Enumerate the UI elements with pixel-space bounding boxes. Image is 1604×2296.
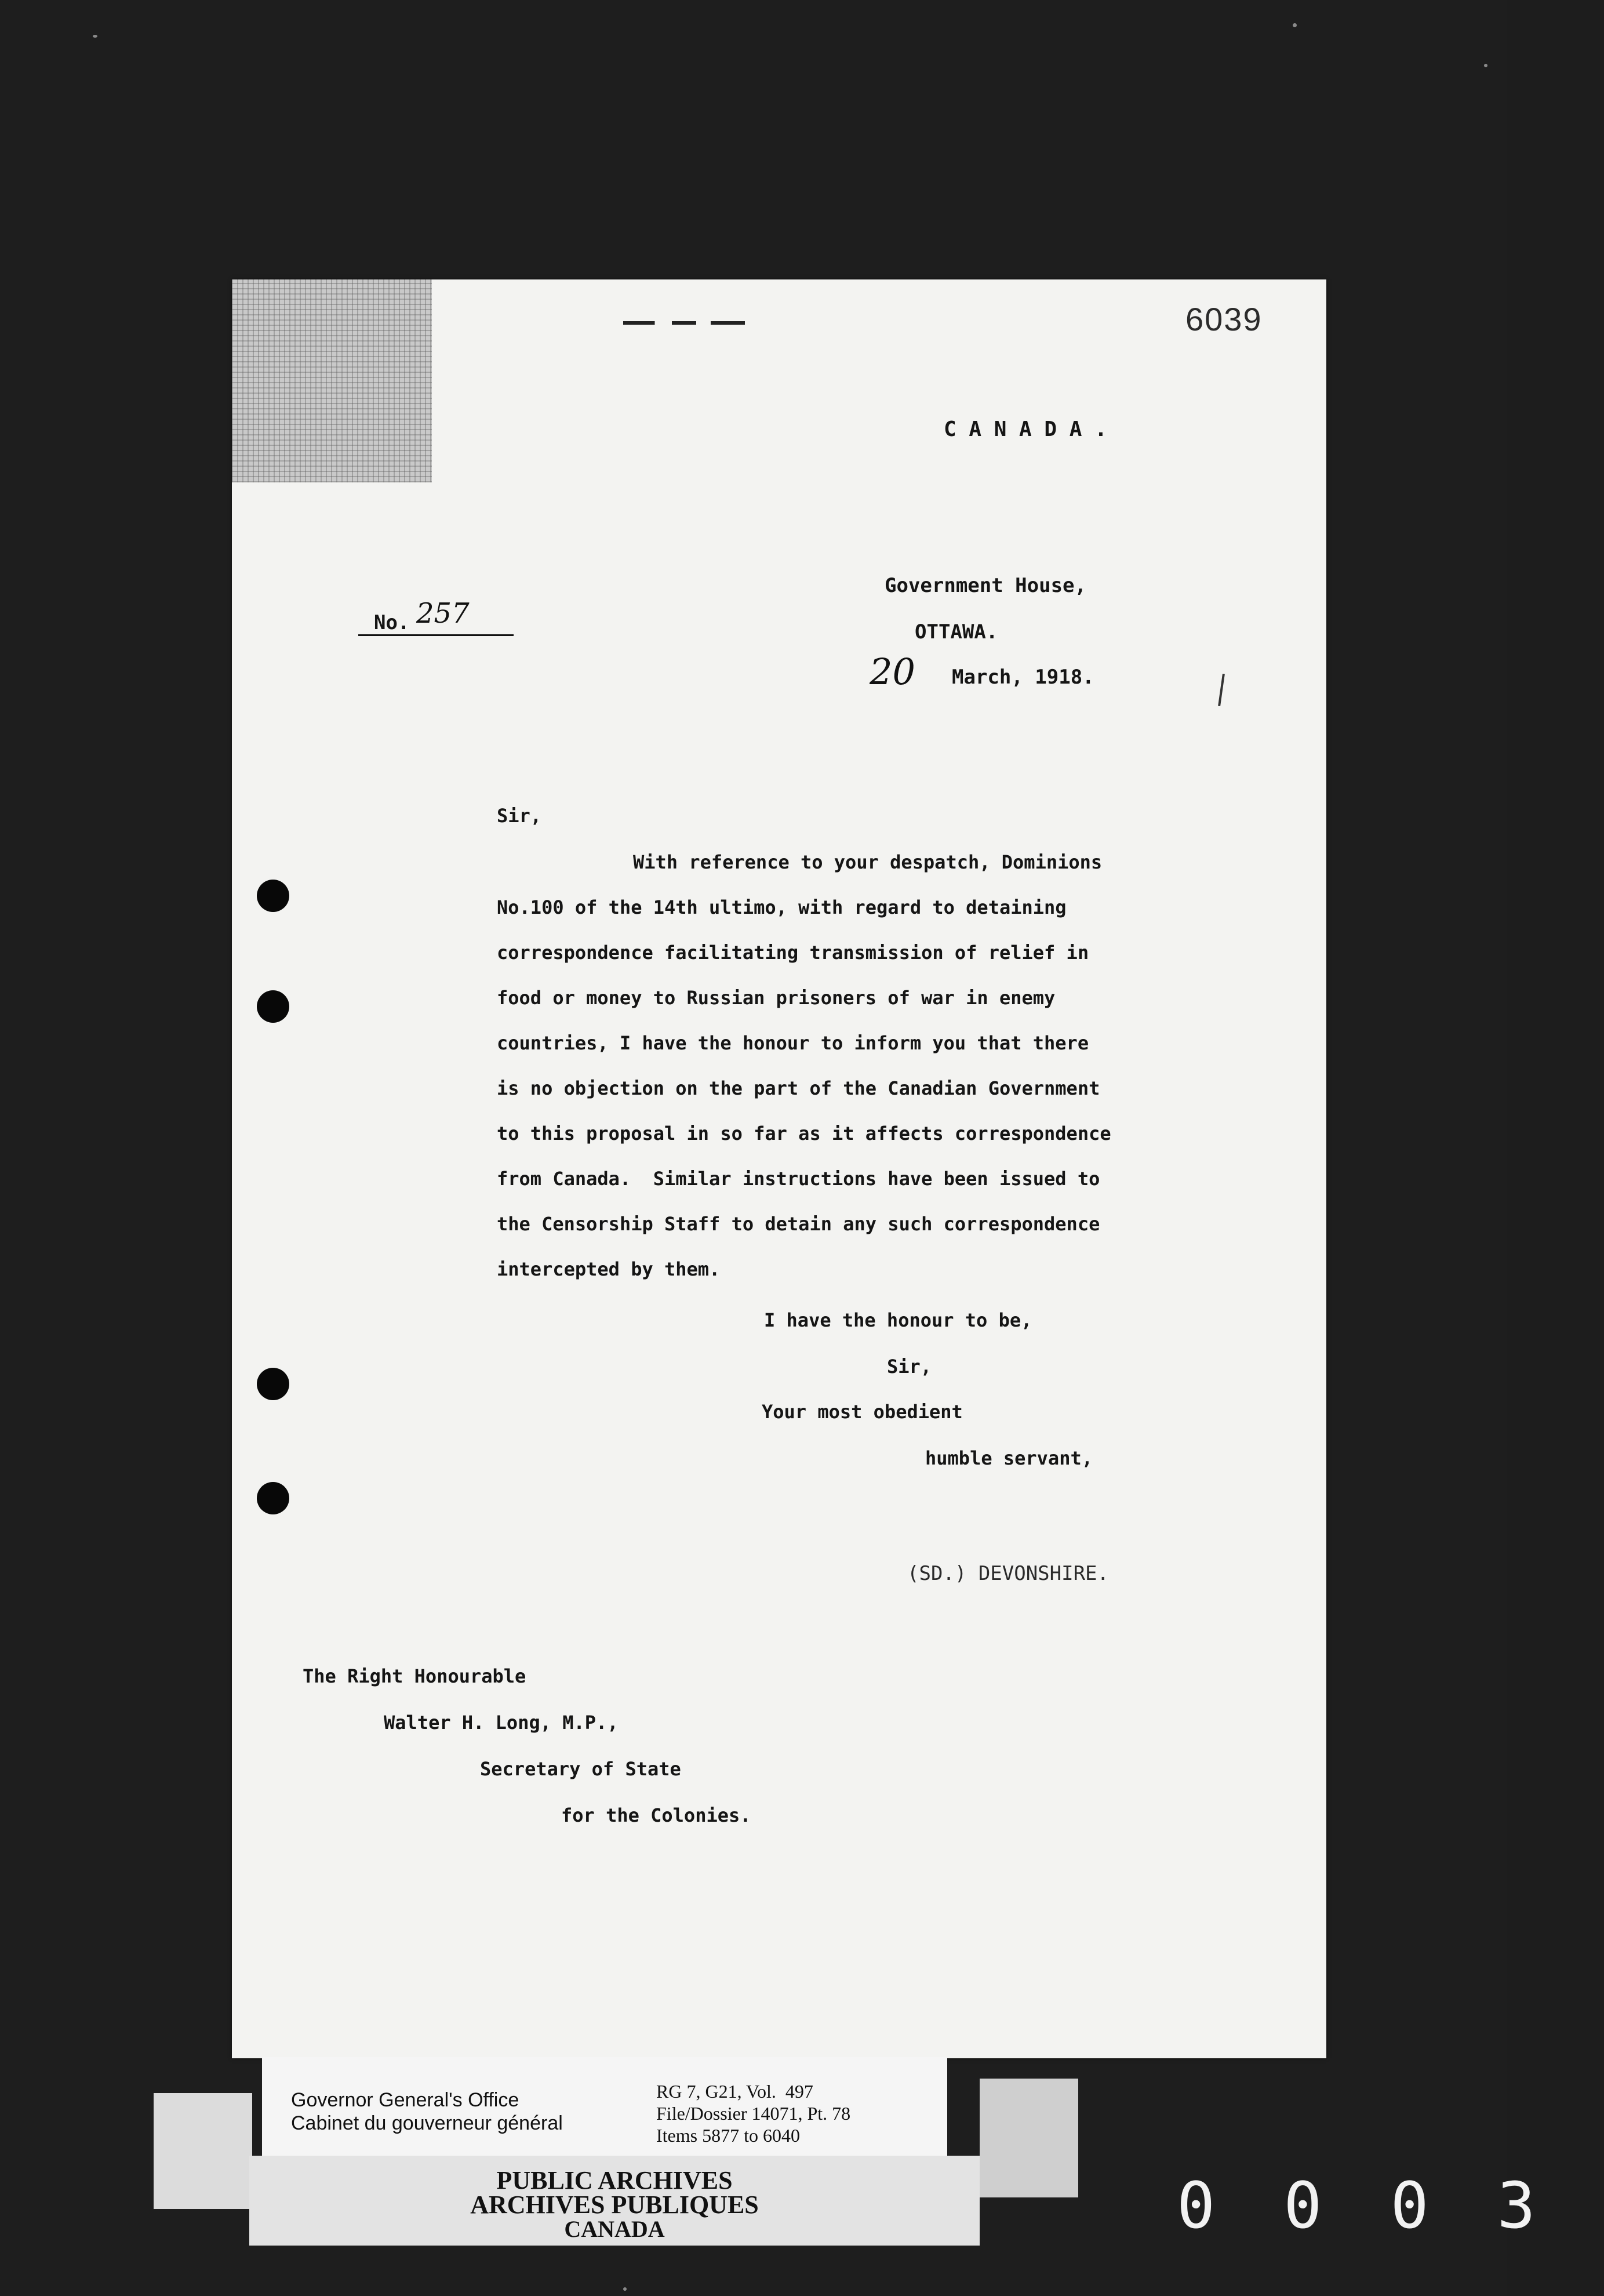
body-line: No.100 of the 14th ultimo, with regard to detaining	[497, 896, 1067, 918]
date-day-handwritten: 20	[870, 651, 915, 693]
country-heading: C A N A D A .	[944, 417, 1107, 441]
body-line: With reference to your despatch, Dominions	[633, 851, 1103, 873]
punch-hole	[257, 1482, 289, 1514]
despatch-number-underline	[358, 634, 514, 636]
archive-reference-card	[262, 2057, 947, 2156]
office-name	[291, 2088, 563, 2135]
body-line: correspondence facilitating transmission of relief in	[497, 942, 1089, 964]
signature-line: (SD.) DEVONSHIRE.	[907, 1562, 1109, 1585]
reference-line-2: File/Dossier 14071, Pt. 78	[656, 2103, 851, 2124]
office-name-fr: Cabinet du gouverneur général	[291, 2112, 563, 2134]
punch-hole	[257, 1368, 289, 1400]
closing-line-4: humble servant,	[925, 1447, 1093, 1469]
archive-reference	[656, 2080, 850, 2146]
film-leader-left	[154, 2093, 252, 2209]
salutation: Sir,	[497, 805, 542, 827]
addressee-line-3: Secretary of State	[480, 1758, 681, 1780]
stamp-number: 6039	[1185, 301, 1263, 337]
body-line: from Canada. Similar instructions have been issued to	[497, 1168, 1100, 1190]
address-line-1: Government House,	[885, 574, 1086, 597]
body-line: the Censorship Staff to detain any such correspondence	[497, 1213, 1100, 1235]
despatch-number-handwritten: 257	[416, 597, 470, 630]
body-line: to this proposal in so far as it affects correspondence	[497, 1122, 1111, 1145]
margin-tick-mark	[1218, 674, 1225, 706]
addressee-line-2: Walter H. Long, M.P.,	[384, 1712, 619, 1734]
punch-hole	[257, 990, 289, 1023]
mesh-corner-tab	[232, 279, 432, 482]
film-speck	[1293, 23, 1297, 27]
reference-line-1: RG 7, G21, Vol. 497	[656, 2081, 813, 2102]
archives-fr: ARCHIVES PUBLIQUES	[470, 2190, 759, 2219]
reference-line-3: Items 5877 to 6040	[656, 2125, 800, 2146]
closing-line-2: Sir,	[887, 1356, 932, 1378]
film-speck	[623, 2287, 627, 2291]
despatch-number-label: No.	[374, 611, 410, 634]
closing-line-1: I have the honour to be,	[764, 1309, 1032, 1331]
addressee-line-1: The Right Honourable	[303, 1665, 526, 1687]
closing-line-3: Your most obedient	[762, 1401, 963, 1423]
body-line: countries, I have the honour to inform you that there	[497, 1032, 1089, 1054]
office-name-en: Governor General's Office	[291, 2089, 519, 2111]
letter-page	[232, 279, 1326, 2058]
archives-country: CANADA	[564, 2216, 665, 2242]
public-archives-band	[249, 2156, 980, 2246]
film-speck	[1484, 64, 1487, 67]
archives-en: PUBLIC ARCHIVES	[496, 2166, 733, 2195]
body-line: food or money to Russian prisoners of war in enemy	[497, 987, 1056, 1009]
film-leader-right	[980, 2079, 1078, 2197]
film-speck	[93, 35, 97, 38]
address-line-2: OTTAWA.	[915, 620, 998, 644]
punch-hole	[257, 880, 289, 912]
addressee-line-4: for the Colonies.	[561, 1804, 751, 1826]
body-line: intercepted by them.	[497, 1258, 721, 1280]
body-line: is no objection on the part of the Canadian Government	[497, 1077, 1100, 1099]
date-month-year: March, 1918.	[952, 666, 1094, 689]
top-dash-mark	[623, 321, 745, 325]
frame-counter: 0003	[1177, 2168, 1604, 2243]
